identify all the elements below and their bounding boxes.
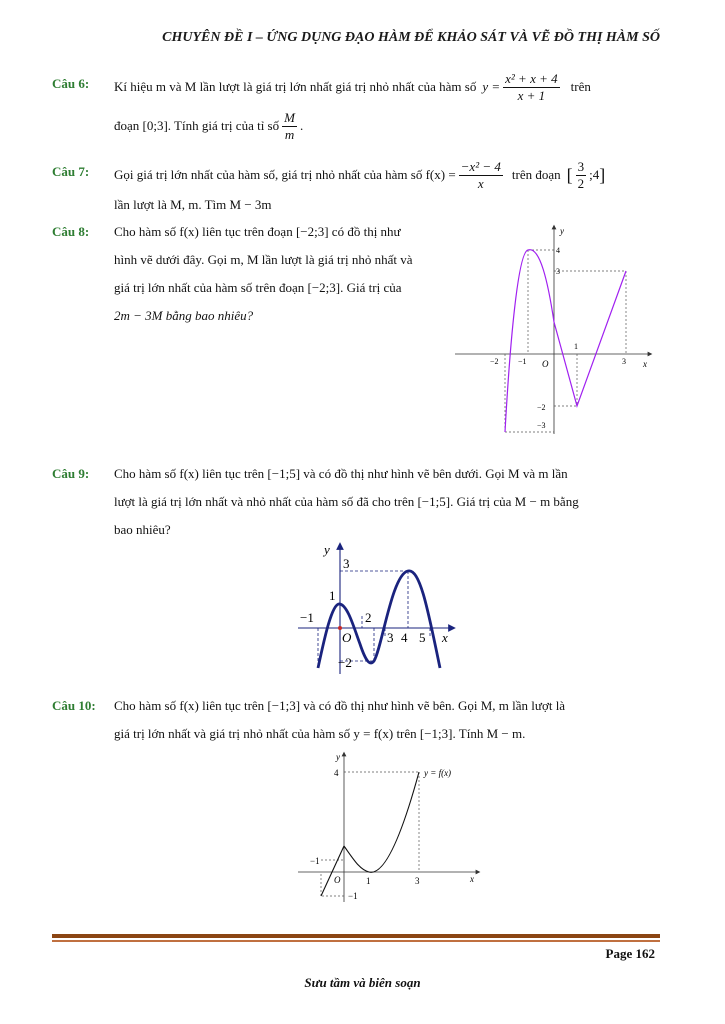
footer-rule [52,934,660,938]
q10-text-1: Cho hàm số f(x) liên tục trên [−1;3] và có đồ thị như hình vẽ bên. Gọi M, m lần lượt là [114,698,566,713]
origin-label: O [342,630,352,645]
question-label: Câu 8: [52,224,90,239]
page-header: CHUYÊN ĐỀ I – ỨNG DỤNG ĐẠO HÀM ĐỂ KHẢO SÁT VÀ VẼ ĐỒ THỊ HÀM SỐ [162,30,660,45]
origin-label: O [334,875,341,885]
footer-credit: Sưu tầm và biên soạn [304,975,421,990]
q9-text-1: Cho hàm số f(x) liên tục trên [−1;5] và có đồ thị như hình vẽ bên dưới. Gọi M và m lần [114,466,568,481]
q6-y-eq: y = [482,79,501,94]
question-label: Câu 10: [52,698,96,713]
tick-x-1: 1 [574,342,578,351]
tick-x-m1: −1 [518,357,527,366]
tick-y-m3: −3 [537,421,546,430]
graph-q10 [296,748,486,908]
graph-q8 [450,222,660,437]
tick-x-3: 3 [622,357,626,366]
tick-x-2: 2 [365,610,372,625]
q9-text-3: bao nhiêu? [114,522,171,537]
tick-y-m2: −2 [338,655,352,670]
q6-ratio-fraction: $\frac{M}{m}$ [284,109,295,142]
question-label: Câu 7: [52,164,90,179]
q6-text-2: đoạn [0;3]. Tính giá trị của tỉ số [114,118,280,133]
question-7: Câu 7: Gọi giá trị lớn nhất của hàm số, giá trị nhỏ nhất của hàm số f(x) = $\frac{\text{−x² − 4}}{x}$ trên đoạn [ $\frac{3}{2}$ ;4 ] lần lượt là M, m. Tìm M − 3m [52,158,660,218]
y-axis-label: y [324,542,330,557]
tick-x-1: 1 [366,876,371,886]
question-label: Câu 9: [52,466,90,481]
tick-y-4: 4 [556,246,560,255]
q8-text-3: giá trị lớn nhất của hàm số trên đoạn [−2;3]. Giá trị của [114,280,402,295]
x-axis-label: x [643,359,647,369]
tick-y-3: 3 [343,556,350,571]
tick-y-3: 3 [556,267,560,276]
question-label: Câu 6: [52,76,90,91]
q7-text-1: Gọi giá trị lớn nhất của hàm số, giá trị nhỏ nhất của hàm số f(x) = [114,167,456,182]
tick-x-3: 3 [415,876,420,886]
question-9 [52,460,660,544]
q7-text-tail: trên đoạn [511,167,561,182]
footer-rule-thin [52,940,660,942]
q7-fraction: $\frac{\text{−x² − 4}}{x}$ [460,158,501,191]
q9-text-2: lượt là giá trị lớn nhất và nhỏ nhất của hàm số đã cho trên [−1;5]. Giá trị của M − m bằng [114,494,579,509]
tick-y-4: 4 [334,768,339,778]
q8-text-2: hình vẽ dưới đây. Gọi m, M lần lượt là giá trị nhỏ nhất và [114,252,413,267]
q10-text-2: giá trị lớn nhất và giá trị nhỏ nhất của hàm số y = f(x) trên [−1;3]. Tính M − m. [114,726,526,741]
y-axis-label: y [336,752,340,762]
q8-text-1: Cho hàm số f(x) liên tục trên đoạn [−2;3] có đồ thị như [114,224,401,239]
tick-y-1: 1 [329,588,336,603]
tick-x-4: 4 [401,630,408,645]
tick-y-m2: −2 [537,403,546,412]
q6-text-tail: trên [570,79,591,94]
tick-x-m2: −2 [490,357,499,366]
graph-q9 [296,540,462,676]
question-6: Câu 6: Kí hiệu m và M lần lượt là giá trị lớn nhất giá trị nhỏ nhất của hàm số y = $\frac{\text{x² + x + 4}}{x + 1}$ trên đoạn [0;3]. Tính giá trị của tỉ số $\frac{M}{m}$ . [52,70,591,142]
origin-label: O [542,359,549,369]
tick-y-m1: −1 [348,891,358,901]
q8-text-4: 2m − 3M bằng bao nhiêu? [114,308,254,323]
q7-bound-tail: ;4 [589,167,600,182]
x-axis-label: x [470,874,474,884]
question-8 [52,218,452,338]
tick-x-m1: −1 [310,856,320,866]
tick-x-3: 3 [387,630,394,645]
y-axis-label: y [560,226,564,236]
q6-text-1: Kí hiệu m và M lần lượt là giá trị lớn nhất giá trị nhỏ nhất của hàm số [114,79,477,94]
question-10 [52,692,660,748]
q7-text-2: lần lượt là M, m. Tìm M − 3m [114,197,272,212]
function-label: y = f(x) [424,768,452,778]
tick-x-5: 5 [419,630,426,645]
q7-bound-fraction: $\frac{3}{2}$ [577,158,585,191]
q6-fraction: $\frac{\text{x² + x + 4}}{x + 1}$ [505,70,558,103]
x-axis-label: x [442,630,448,645]
page-number: Page 162 [605,946,655,961]
tick-x-m1: −1 [300,610,314,625]
